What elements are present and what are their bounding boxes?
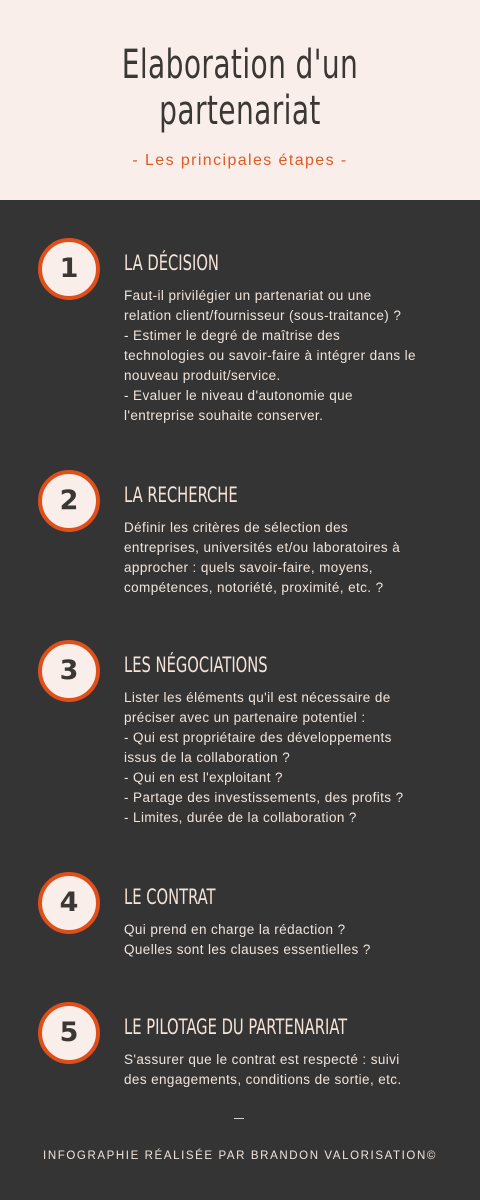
- step-description: [124, 920, 460, 960]
- step-text-line: Faut-il privilégier un partenariat ou une: [124, 288, 372, 303]
- footer-credit: INFOGRAPHIE RÉALISÉE PAR BRANDON VALORISATION©: [43, 1150, 437, 1162]
- step-text-line: des engagements, conditions de sortie, etc.: [124, 1072, 402, 1087]
- step-text-line: nouveau produit/service.: [124, 368, 281, 383]
- step-title: LE CONTRAT: [124, 885, 216, 909]
- step-text-line: - Qui en est l'exploitant ?: [124, 770, 283, 785]
- step-title: LE PILOTAGE DU PARTENARIAT: [124, 1015, 348, 1039]
- page-subtitle: - Les principales étapes -: [132, 152, 348, 169]
- step-title: LA RECHERCHE: [124, 483, 238, 507]
- step-description: [124, 286, 460, 426]
- step-description: [124, 518, 460, 598]
- step-text-line: préciser avec un partenaire potentiel :: [124, 710, 366, 725]
- divider-dash: [234, 1118, 244, 1119]
- step-text-line: relation client/fournisseur (sous-traitance) ?: [124, 308, 402, 323]
- header-banner: [0, 0, 480, 200]
- step-number: 3: [59, 655, 79, 686]
- title-line-1: Elaboration d'un: [121, 42, 359, 88]
- page-title: [0, 42, 480, 134]
- step-number-badge: [38, 872, 100, 934]
- step-text-line: - Partage des investissements, des profits ?: [124, 790, 404, 805]
- step-text-line: - Estimer le degré de maîtrise des: [124, 328, 341, 343]
- step-text-line: l'entreprise souhaite conserver.: [124, 408, 324, 423]
- step-text-line: Lister les éléments qu'il est nécessaire de: [124, 690, 391, 705]
- step-text-line: technologies ou savoir-faire à intégrer dans le: [124, 348, 416, 363]
- step-text-line: - Evaluer le niveau d'autonomie que: [124, 388, 353, 403]
- step-text-line: issus de la collaboration ?: [124, 750, 291, 765]
- step-number-badge: [38, 1002, 100, 1064]
- title-line-2: partenariat: [159, 88, 321, 134]
- step-number: 1: [59, 253, 79, 284]
- step-number-badge: [38, 470, 100, 532]
- step-text-line: Définir les critères de sélection des: [124, 520, 349, 535]
- step-text-line: approcher : quels savoir-faire, moyens,: [124, 560, 373, 575]
- step-description: [124, 688, 460, 828]
- step-number: 4: [59, 887, 79, 918]
- step-text-line: - Qui est propriétaire des développements: [124, 730, 392, 745]
- step-text-line: entreprises, universités et/ou laboratoires à: [124, 540, 401, 555]
- step-number-badge: [38, 238, 100, 300]
- step-text-line: Quelles sont les clauses essentielles ?: [124, 942, 371, 957]
- step-text-line: compétences, notoriété, proximité, etc. ?: [124, 580, 384, 595]
- step-title: LES NÉGOCIATIONS: [124, 653, 268, 677]
- step-number: 5: [59, 1017, 79, 1048]
- step-number-badge: [38, 640, 100, 702]
- step-text-line: Qui prend en charge la rédaction ?: [124, 922, 346, 937]
- step-title: LA DÉCISION: [124, 251, 219, 275]
- step-text-line: - Limites, durée de la collaboration ?: [124, 810, 357, 825]
- step-description: [124, 1050, 460, 1090]
- step-number: 2: [59, 485, 79, 516]
- step-text-line: S'assurer que le contrat est respecté : suivi: [124, 1052, 400, 1067]
